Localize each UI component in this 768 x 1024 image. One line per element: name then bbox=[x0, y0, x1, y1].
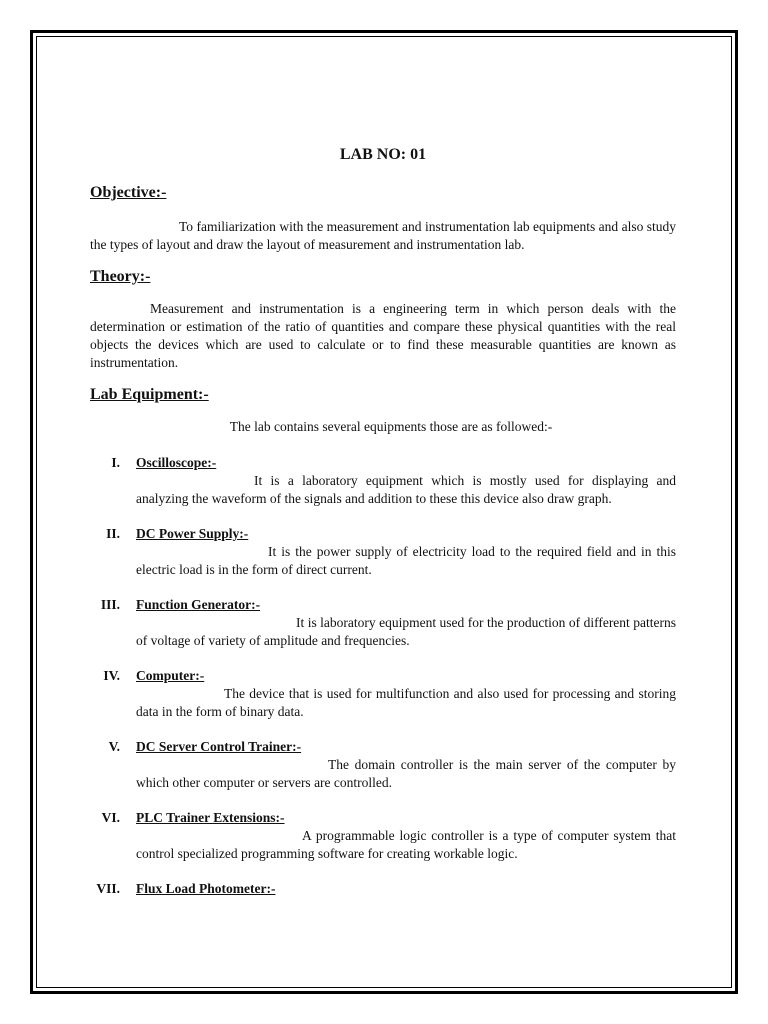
list-item-title: Function Generator:- bbox=[136, 597, 261, 612]
list-numeral: III. bbox=[100, 597, 120, 612]
lab-equipment-intro: The lab contains several equipments those are as followed:- bbox=[229, 419, 553, 434]
list-item-title: Oscilloscope:- bbox=[136, 455, 217, 470]
list-item-text: It is a laboratory equipment which is mostly used for displaying and analyzing the waveform of the signals and addition to these this device also draw graph. bbox=[136, 473, 676, 506]
lab-equipment-heading: Lab Equipment:- bbox=[90, 386, 209, 403]
list-item-text: A programmable logic controller is a type of computer system that control specialized programming software for creating workable logic. bbox=[136, 828, 676, 861]
theory-text: Measurement and instrumentation is a engineering term in which person deals with the determination or estimation of the ratio of quantities and compare these physical quantities with the real objects the devices which are used to calculate or to find these measurable quantities are known as instrumentation. bbox=[90, 301, 676, 370]
list-item bbox=[90, 809, 676, 863]
list-numeral: VI. bbox=[101, 810, 120, 825]
objective-text: To familiarization with the measurement and instrumentation lab equipments and also study the types of layout and draw the layout of measurement and instrumentation lab. bbox=[90, 219, 676, 252]
list-numeral: I. bbox=[111, 455, 120, 470]
list-item bbox=[90, 880, 676, 898]
list-numeral: V. bbox=[108, 739, 120, 754]
list-item bbox=[90, 738, 676, 792]
theory-heading: Theory:- bbox=[90, 268, 151, 285]
list-item bbox=[90, 525, 676, 579]
list-item-title: Flux Load Photometer:- bbox=[136, 881, 276, 896]
list-item-title: DC Power Supply:- bbox=[136, 526, 249, 541]
page-title: LAB NO: 01 bbox=[339, 146, 427, 163]
list-item-text: The device that is used for multifunction and also used for processing and storing data in the form of binary data. bbox=[136, 686, 676, 719]
list-item-title: Computer:- bbox=[136, 668, 205, 683]
list-numeral: II. bbox=[106, 526, 120, 541]
equipment-list bbox=[90, 454, 676, 898]
objective-heading: Objective:- bbox=[90, 184, 167, 201]
list-item bbox=[90, 454, 676, 508]
list-item-text: It is laboratory equipment used for the production of different patterns of voltage of variety of amplitude and frequencies. bbox=[136, 615, 676, 648]
document-body bbox=[90, 146, 676, 898]
list-item-text: It is the power supply of electricity load to the required field and in this electric load is in the form of direct current. bbox=[136, 544, 676, 577]
list-item bbox=[90, 596, 676, 650]
list-item bbox=[90, 667, 676, 721]
list-item-title: PLC Trainer Extensions:- bbox=[136, 810, 285, 825]
list-item-text: The domain controller is the main server of the computer by which other computer or servers are controlled. bbox=[136, 757, 676, 790]
list-numeral: VII. bbox=[96, 881, 120, 896]
list-numeral: IV. bbox=[103, 668, 120, 683]
list-item-title: DC Server Control Trainer:- bbox=[136, 739, 302, 754]
